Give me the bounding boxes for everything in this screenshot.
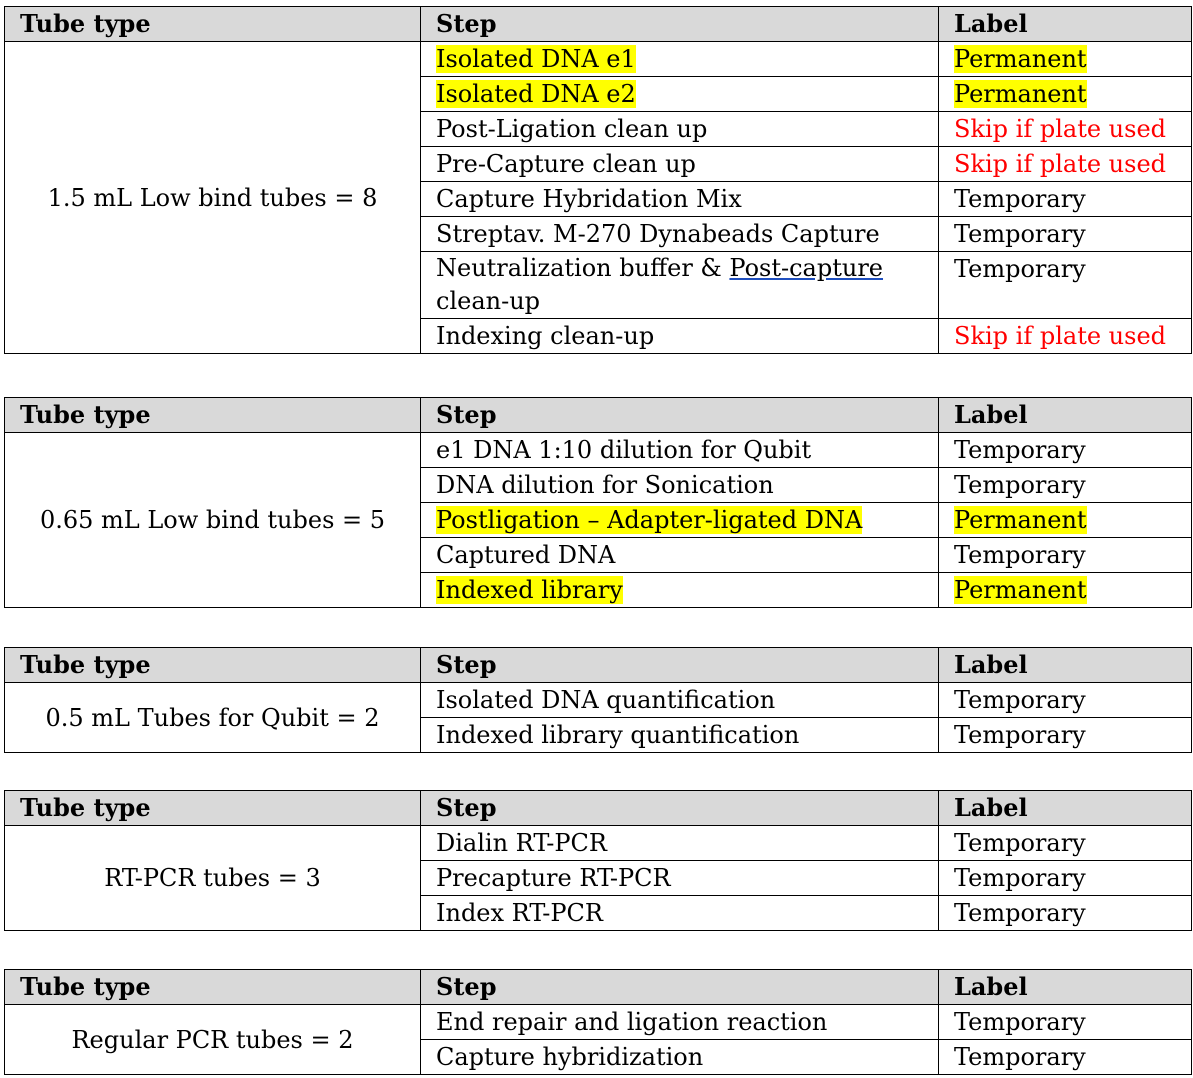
step-text: Isolated DNA e1 — [436, 45, 636, 73]
header-row — [5, 648, 1192, 683]
tube-type-cell: Regular PCR tubes = 2 — [5, 1005, 421, 1075]
step-cell — [421, 503, 939, 538]
step-cell: Isolated DNA quantification — [421, 683, 939, 718]
step-cell — [421, 42, 939, 77]
label-cell: Temporary — [939, 896, 1192, 931]
label-cell — [939, 503, 1192, 538]
header-label: Label — [939, 7, 1192, 42]
label-cell: Temporary — [939, 718, 1192, 753]
table-row — [5, 433, 1192, 468]
step-cell: Pre-Capture clean up — [421, 147, 939, 182]
header-tube-type: Tube type — [5, 970, 421, 1005]
label-cell: Skip if plate used — [939, 319, 1192, 354]
step-text-suffix: clean-up — [436, 287, 541, 315]
label-cell: Temporary — [939, 182, 1192, 217]
header-row — [5, 7, 1192, 42]
label-cell: Temporary — [939, 1005, 1192, 1040]
header-label: Label — [939, 970, 1192, 1005]
step-cell — [421, 573, 939, 608]
header-tube-type: Tube type — [5, 648, 421, 683]
header-step: Step — [421, 7, 939, 42]
label-cell: Skip if plate used — [939, 147, 1192, 182]
label-text: Permanent — [954, 80, 1087, 108]
label-cell: Temporary — [939, 217, 1192, 252]
header-tube-type: Tube type — [5, 791, 421, 826]
label-cell — [939, 42, 1192, 77]
tube-type-cell: 0.65 mL Low bind tubes = 5 — [5, 433, 421, 608]
step-cell: Dialin RT-PCR — [421, 826, 939, 861]
header-label: Label — [939, 791, 1192, 826]
header-step: Step — [421, 791, 939, 826]
label-cell: Temporary — [939, 468, 1192, 503]
label-cell — [939, 77, 1192, 112]
tube-table-rt-pcr — [4, 790, 1192, 931]
header-label: Label — [939, 648, 1192, 683]
step-text-prefix: Neutralization buffer & — [436, 254, 730, 282]
header-step: Step — [421, 398, 939, 433]
step-cell: Streptav. M-270 Dynabeads Capture — [421, 217, 939, 252]
label-cell: Temporary — [939, 683, 1192, 718]
tube-type-cell: 1.5 mL Low bind tubes = 8 — [5, 42, 421, 354]
label-cell: Temporary — [939, 861, 1192, 896]
tube-type-cell: RT-PCR tubes = 3 — [5, 826, 421, 931]
table-row — [5, 826, 1192, 861]
table-row — [5, 42, 1192, 77]
tube-type-cell: 0.5 mL Tubes for Qubit = 2 — [5, 683, 421, 753]
step-text: Isolated DNA e2 — [436, 80, 636, 108]
header-row — [5, 398, 1192, 433]
tube-table-regular-pcr — [4, 969, 1192, 1075]
step-cell — [421, 252, 939, 319]
step-cell: Capture Hybridation Mix — [421, 182, 939, 217]
label-text: Permanent — [954, 45, 1087, 73]
label-cell: Temporary — [939, 538, 1192, 573]
label-cell: Temporary — [939, 826, 1192, 861]
step-cell: Indexing clean-up — [421, 319, 939, 354]
step-cell: Precapture RT-PCR — [421, 861, 939, 896]
step-cell: Captured DNA — [421, 538, 939, 573]
tube-table-1-5ml — [4, 6, 1192, 354]
header-step: Step — [421, 648, 939, 683]
label-text: Permanent — [954, 506, 1087, 534]
header-step: Step — [421, 970, 939, 1005]
step-cell: e1 DNA 1:10 dilution for Qubit — [421, 433, 939, 468]
label-cell — [939, 573, 1192, 608]
step-cell: Post-Ligation clean up — [421, 112, 939, 147]
header-tube-type: Tube type — [5, 7, 421, 42]
table-row — [5, 1005, 1192, 1040]
header-row — [5, 970, 1192, 1005]
label-cell: Temporary — [939, 252, 1192, 319]
tube-table-0-5ml-qubit — [4, 647, 1192, 753]
step-text: Postligation – Adapter-ligated DNA — [436, 506, 863, 534]
step-text: Indexed library — [436, 576, 623, 604]
table-row — [5, 683, 1192, 718]
tube-table-0-65ml — [4, 397, 1192, 608]
header-row — [5, 791, 1192, 826]
step-cell: End repair and ligation reaction — [421, 1005, 939, 1040]
label-cell: Temporary — [939, 1040, 1192, 1075]
header-tube-type: Tube type — [5, 398, 421, 433]
step-cell: Capture hybridization — [421, 1040, 939, 1075]
label-cell: Skip if plate used — [939, 112, 1192, 147]
step-cell: DNA dilution for Sonication — [421, 468, 939, 503]
step-cell: Indexed library quantification — [421, 718, 939, 753]
label-cell: Temporary — [939, 433, 1192, 468]
header-label: Label — [939, 398, 1192, 433]
step-cell — [421, 77, 939, 112]
step-text-underlined: Post-capture — [729, 254, 884, 282]
label-text: Permanent — [954, 576, 1087, 604]
step-cell: Index RT-PCR — [421, 896, 939, 931]
